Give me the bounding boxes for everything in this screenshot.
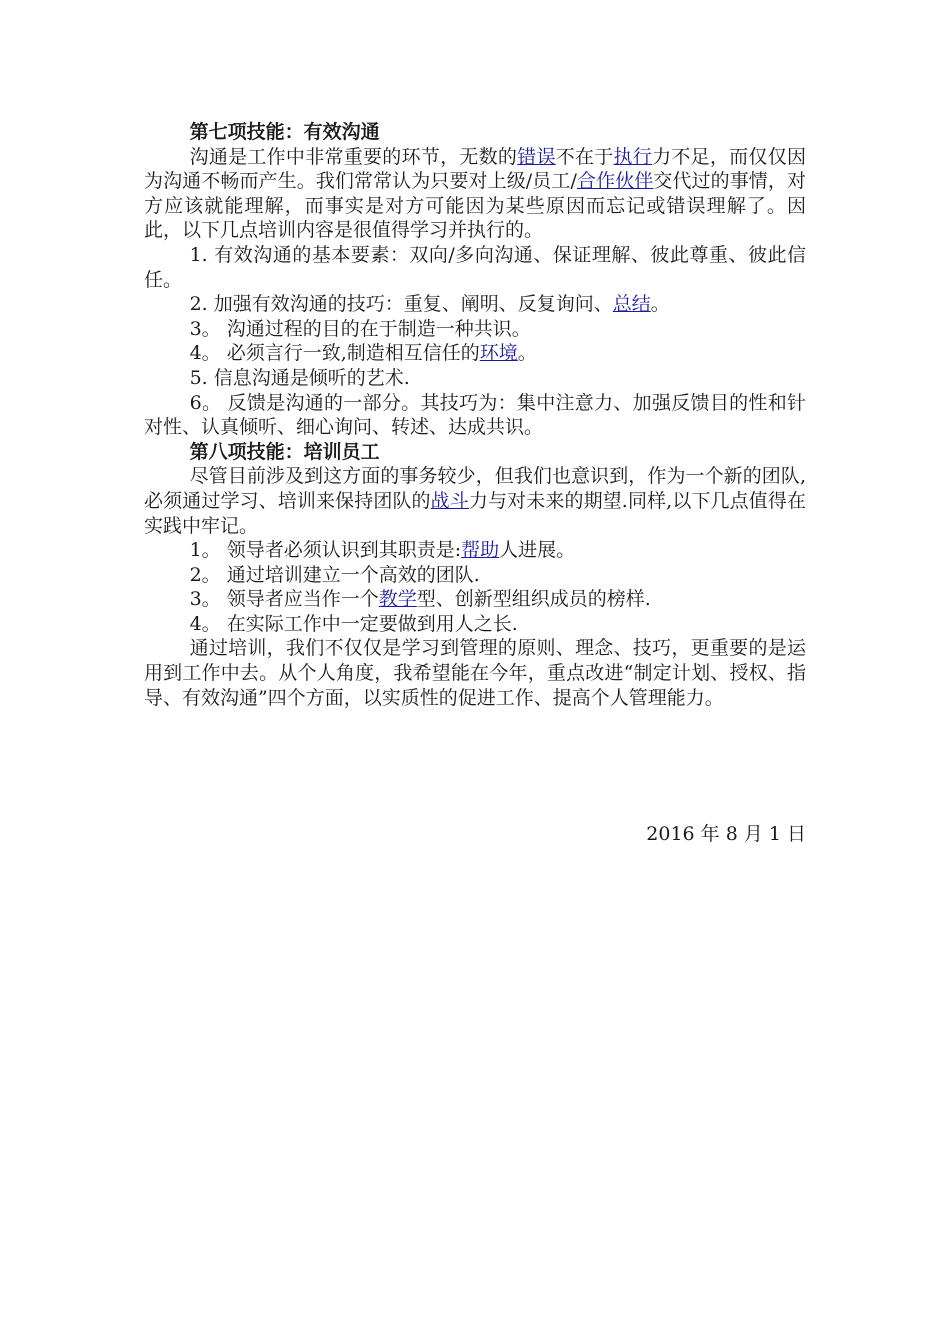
section8-intro: 尽管目前涉及到这方面的事务较少，但我们也意识到，作为一个新的团队,必须通过学习、培训来保持团队的战斗力与对未来的期望.同样,以下几点值得在实践中牢记。 [144, 465, 806, 537]
section8-conclusion: 通过培训，我们不仅仅是学习到管理的原则、理念、技巧，更重要的是运用到工作中去。从个人角度，我希望能在今年，重点改进“制定计划、授权、指导、有效沟通”四个方面，以实质性的促进工作、提高个人管理能力。 [144, 637, 806, 709]
inline-link[interactable]: 总结 [612, 293, 651, 316]
inline-link[interactable]: 战斗 [430, 489, 469, 512]
section7-item-3: 3。 沟通过程的目的在于制造一种共识。 [189, 317, 531, 340]
document-body [144, 120, 806, 710]
section7-intro: 沟通是工作中非常重要的环节，无数的错误不在于执行力不足，而仅仅因为沟通不畅而产生。我们常常认为只要对上级/员工/合作伙伴交代过的事情，对方应该就能理解，而事实是对方可能因为某些原因而忘记或错误理解了。因此，以下几点培训内容是很值得学习并执行的。 [144, 145, 806, 242]
inline-link[interactable]: 环境 [479, 342, 518, 365]
inline-link[interactable]: 错误 [517, 145, 556, 168]
section7-item-2: 2. 加强有效沟通的技巧：重复、阐明、反复询问、总结。 [189, 293, 670, 316]
section7-item-5: 5. 信息沟通是倾听的艺术. [189, 366, 410, 389]
inline-link[interactable]: 合作伙伴 [576, 170, 654, 193]
section7-heading: 第七项技能：有效沟通 [189, 121, 380, 143]
inline-link[interactable]: 执行 [613, 145, 653, 168]
section8-item-1: 1。 领导者必须认识到其职责是:帮助人进展。 [189, 539, 576, 562]
section8-heading: 第八项技能：培训员工 [189, 440, 380, 463]
inline-link[interactable]: 帮助 [461, 539, 500, 562]
section7-item-6: 6。 反馈是沟通的一部分。其技巧为：集中注意力、加强反馈目的性和针对性、认真倾听、细心询问、转述、达成共识。 [144, 391, 806, 439]
section8-item-2: 2。 通过培训建立一个高效的团队. [189, 563, 480, 586]
section8-item-3: 3。 领导者应当作一个教学型、创新型组织成员的榜样. [189, 588, 651, 611]
inline-link[interactable]: 教学 [378, 588, 417, 611]
document-date: 2016 年 8 月 1 日 [646, 823, 806, 845]
section8-item-4: 4。 在实际工作中一定要做到用人之长. [189, 612, 518, 635]
section7-item-1: 1. 有效沟通的基本要素：双向/多向沟通、保证理解、彼此尊重、彼此信任。 [144, 243, 806, 291]
section7-item-4: 4。 必须言行一致,制造相互信任的环境。 [189, 342, 537, 365]
